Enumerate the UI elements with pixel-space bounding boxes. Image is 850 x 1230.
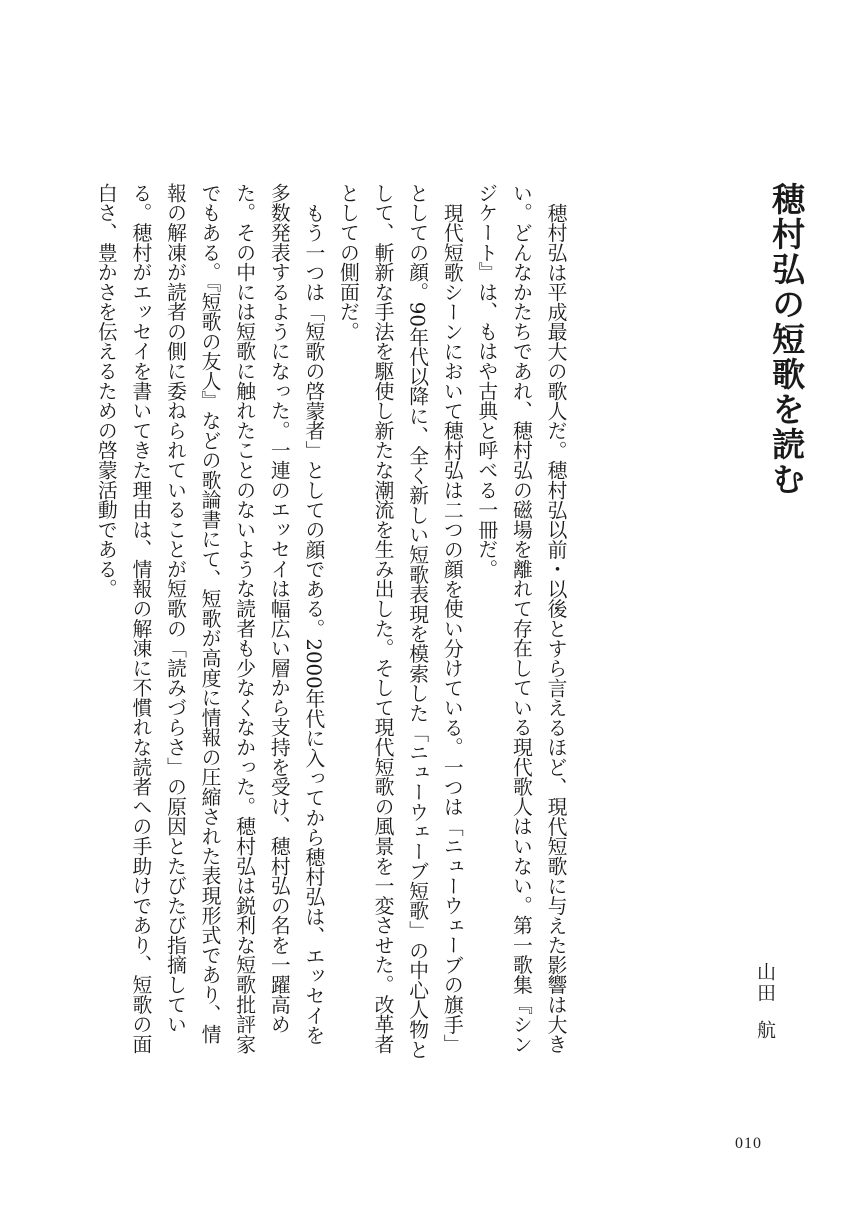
page-title: 穂村弘の短歌を読む xyxy=(767,182,807,497)
paragraph-1: 穂村弘は平成最大の歌人だ。穂村弘以前・以後とすら言えるほど、現代短歌に与えた影響は大きい。どんなかたちであれ、穂村弘の磁場を離れて存在している現代歌人はいない。第一歌集『シンジケート』は、もはや古典と呼べる一冊だ。 xyxy=(474,183,567,1054)
author-name xyxy=(752,962,778,1041)
page-number: 010 xyxy=(735,1135,762,1152)
author-given-name: 航 xyxy=(754,1020,776,1041)
paragraph-3: もう一つは「短歌の啓蒙者」としての顔である。2000年代に入ってから穂村弘は、エッセイを多数発表するようになった。一連のエッセイは幅広い層から支持を受け、穂村弘の名を一躍高めた。その中には短歌に触れたことのないような読者も少なくなかった。穂村弘は鋭利な短歌批評家でもある。『短歌の友人』などの歌論書にて、短歌が高度に情報の圧縮された表現形式であり、情報の解凍が読者の側に委ねられていることが短歌の「読みづらさ」の原因とたびたび指摘している。穂村がエッセイを書いてきた理由は、情報の解凍に不慣れな読者への手助けであり、短歌の面白さ、豊かさを伝えるための啓蒙活動である。 xyxy=(94,183,325,1054)
body-text xyxy=(88,183,572,1063)
paragraph-2: 現代短歌シーンにおいて穂村弘は二つの顔を使い分けている。一つは「ニューウェーブの旗手」としての顔。90年代以降に、全く新しい短歌表現を模索した「ニューウェーブ短歌」の中心人物として、斬新な手法を駆使し新たな潮流を生み出した。そして現代短歌の風景を一変させた。改革者としての側面だ。 xyxy=(336,183,464,1060)
author-family-name: 山田 xyxy=(754,962,776,1004)
